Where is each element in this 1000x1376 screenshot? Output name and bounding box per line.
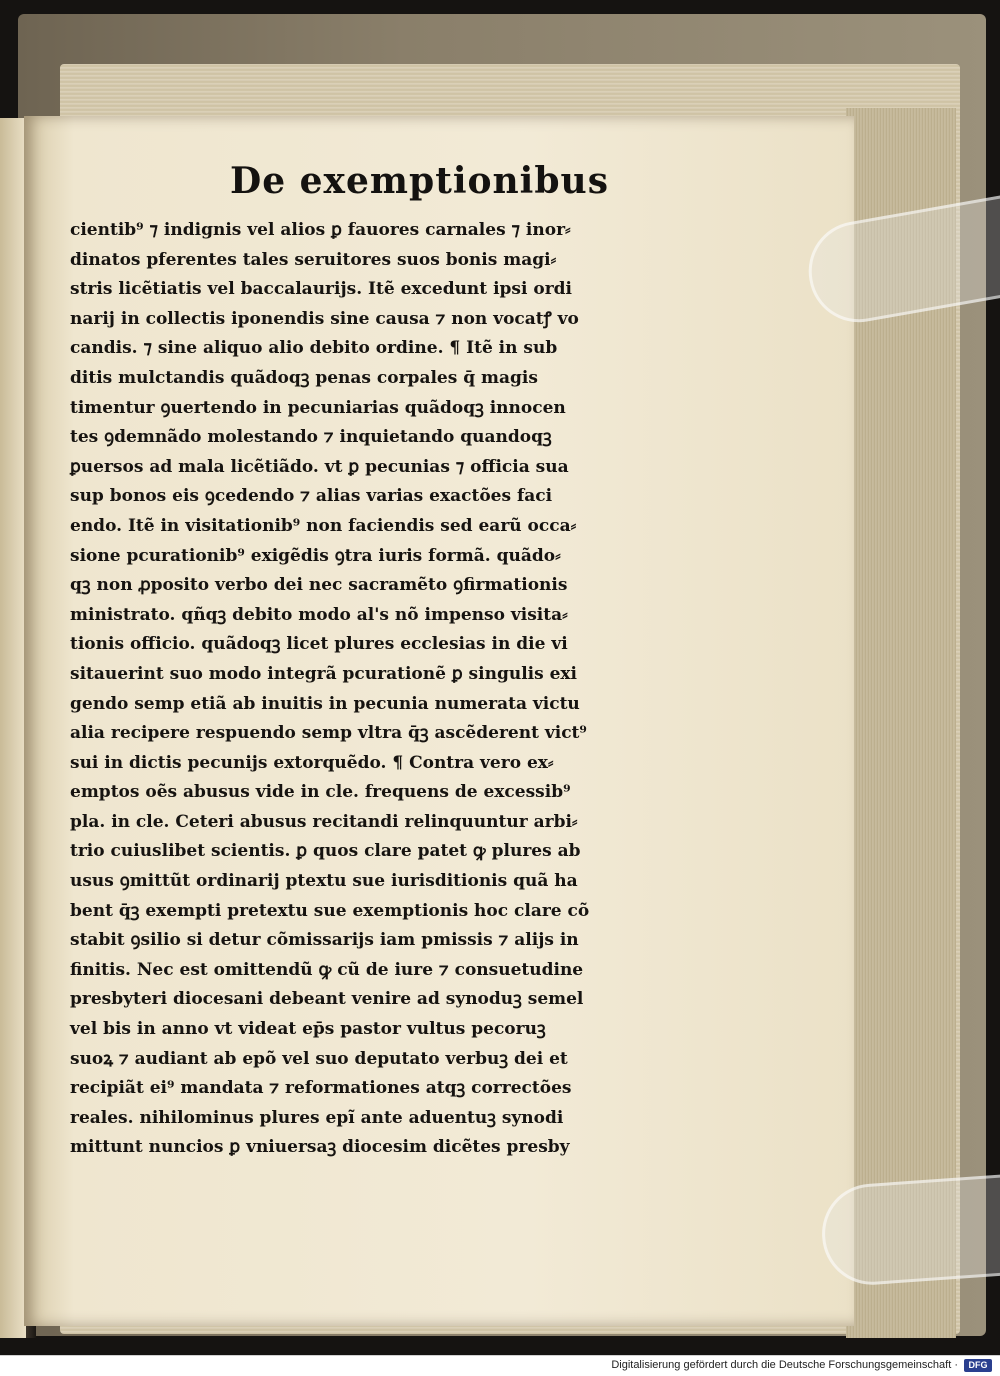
funding-notice: Digitalisierung gefördert durch die Deutsche Forschungsgemeinschaft · [611,1359,958,1371]
text-block [70,216,710,1163]
text-line: usus ꝯmittũt ordinarij ptextu sue iurisditionis quã ha [70,871,578,892]
text-line: recipiãt ei⁹ mandata ⁊ reformationes atqꝫ correctões [70,1078,572,1099]
text-line: mittunt nuncios ꝑ vniuersaꝫ diocesim dicẽtes presby [70,1137,570,1158]
text-line: trio cuiuslibet scientis. ꝑ quos clare patet ꝙ plures ab [70,841,581,862]
text-line: ꝑuersos ad mala licẽtiãdo. vt ꝑ pecunias ⁊ officia sua [70,456,569,477]
running-head: De exemptionibus [230,160,609,202]
text-line: sup bonos eis ꝯcedendo ⁊ alias varias exactões faci [70,486,553,507]
text-line: presbyteri diocesani debeant venire ad synoduꝫ semel [70,989,584,1010]
text-line: finitis. Nec est omittendũ ꝙ cũ de iure ⁊ consuetudine [70,959,584,980]
text-line: gendo semp etiã ab inuitis in pecunia numerata victu [70,693,580,714]
text-line: ministrato. qñqꝫ debito modo al's nõ impenso visita⸗ [70,604,568,625]
text-line: alia recipere respuendo semp vltra q̄ꝫ ascẽderent vict⁹ [70,723,587,744]
text-line: reales. nihilominus plures epĩ ante aduentuꝫ synodi [70,1107,564,1128]
text-line: qꝫ non ꝓposito verbo dei nec sacramẽto ꝯfirmationis [70,575,568,596]
text-line: narij in collectis iponendis sine causa ⁊ non vocatꝭ vo [70,308,579,329]
text-line: cientib⁹ ⁊ indignis vel alios ꝑ fauores carnales ⁊ inor⸗ [70,220,571,240]
footer-bar [0,1355,1000,1376]
text-line: sione pcurationib⁹ exigẽdis ꝯtra iuris formã. quãdo⸗ [70,545,561,566]
text-line: tes ꝯdemnãdo molestando ⁊ inquietando quandoqꝫ [70,427,552,448]
text-line: candis. ⁊ sine aliquo alio debito ordine. ¶ Itẽ in sub [70,338,558,359]
dfg-logo: DFG [964,1359,992,1372]
text-line: ditis mulctandis quãdoqꝫ penas corpales q̄ magis [70,367,538,388]
text-line: dinatos pferentes tales seruitores suos bonis magi⸗ [70,249,557,270]
text-line: pla. in cle. Ceteri abusus recitandi relinquuntur arbi⸗ [70,811,578,832]
text-line: emptos oẽs abusus vide in cle. frequens de excessib⁹ [70,782,571,803]
text-line: endo. Itẽ in visitationib⁹ non faciendis sed earũ occa⸗ [70,515,577,536]
text-line: stabit ꝯsilio si detur cõmissarijs iam pmissis ⁊ alijs in [70,930,579,951]
text-line: vel bis in anno vt videat ep̄s pastor vultus pecoruꝫ [70,1019,546,1040]
text-line: timentur ꝯuertendo in pecuniarias quãdoqꝫ innocen [70,397,566,418]
text-line: suoꝝ ⁊ audiant ab epõ vel suo deputato verbuꝫ dei et [70,1048,568,1069]
text-line: bent q̄ꝫ exempti pretextu sue exemptionis hoc clare cõ [70,900,590,921]
text-line: sui in dictis pecunijs extorquẽdo. ¶ Contra vero ex⸗ [70,752,554,773]
text-line: tionis officio. quãdoqꝫ licet plures ecclesias in die vi [70,634,568,655]
text-line: stris licẽtiatis vel baccalaurijs. Itẽ excedunt ipsi ordi [70,279,572,300]
page-clamp-bottom [819,1173,1000,1288]
text-line: sitauerint suo modo integrã pcurationẽ ꝑ singulis exi [70,663,578,684]
